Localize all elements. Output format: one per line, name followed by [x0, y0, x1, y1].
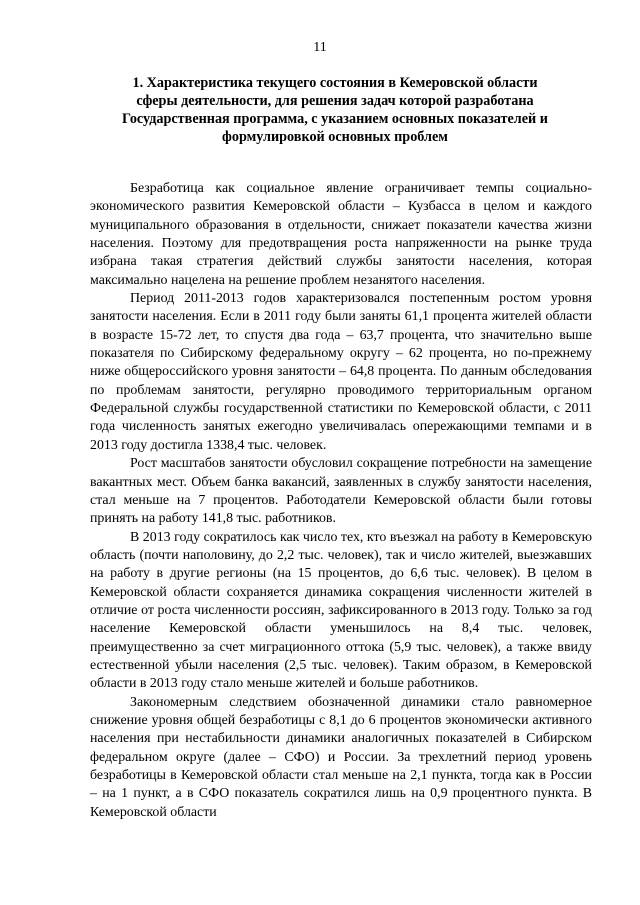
heading-line: 1. Характеристика текущего состояния в Кемеровской области: [132, 75, 538, 91]
heading-line: формулировкой основных проблем: [222, 129, 448, 145]
paragraph-unemployment-decline: Закономерным следствием обозначенной динамики стало равномерное снижение уровня общей безработицы с 8,1 до 6 процентов экономически активного населения при нестабильности динамики аналогичных показателей в Сибирском федеральном округе (далее – СФО) и России. За трехлетний период уровень безработицы в Кемеровской области стал меньше на 2,1 пункта, тогда как в России – на 1 пункт, а в СФО показатель сократился лишь на 0,9 процентного пункта. В Кемеровской области: [90, 694, 592, 820]
paragraph-migration: В 2013 году сократилось как число тех, кто въезжал на работу в Кемеровскую область (почти наполовину, до 2,2 тыс. человек), так и число жителей, выезжавших на работу в другие регионы (на 15 процентов, до 6,6 тыс. человек). В целом в Кемеровской области сохраняется динамика сокращения численности жителей в отличие от роста численности россиян, зафиксированного в 2013 году. Только за год население Кемеровской области уменьшилось на 8,4 тыс. человек, преимущественно за счет миграционного оттока (5,9 тыс. человек), а также ввиду естественной убыли населения (2,5 тыс. человек). Таким образом, в Кемеровской области в 2013 году стало меньше жителей и больше работников.: [90, 529, 592, 692]
paragraph-unemployment-intro: Безработица как социальное явление ограничивает темпы социально-экономического развития Кемеровской области – Кузбасса в целом и каждого муниципального образования в отдельности, снижает показатели качества жизни населения. Поэтому для предотвращения роста напряженности на рынке труда избрана такая стратегия действий службы занятости населения, которая максимально нацелена на решение проблем незанятого населения.: [90, 181, 592, 288]
page-number: 11: [313, 40, 327, 55]
section-heading: [100, 74, 570, 146]
body-text: [90, 180, 592, 822]
paragraph-vacancies: Рост масштабов занятости обусловил сокращение потребности на замещение вакантных мест. Объем банка вакансий, заявленных в службу занятости населения, стал меньше на 7 процентов. Работодатели Кемеровской области были готовы принять на работу 141,8 тыс. работников.: [90, 456, 592, 527]
paragraph-employment-growth: Период 2011-2013 годов характеризовался постепенным ростом уровня занятости населения. Если в 2011 году были заняты 61,1 процента жителей области в возрасте 15-72 лет, то спустя два года – 63,7 процента, что значительно выше показателя по Сибирскому федеральному округу – 62 процента, но по-прежнему ниже общероссийского уровня занятости – 64,8 процента. По данным обследования по проблемам занятости, регулярно проводимого территориальным органом Федеральной службы государственной статистики по Кемеровской области, с 2011 года численность занятых ежегодно увеличивалась опережающими темпами и в 2013 году достигла 1338,4 тыс. человек.: [90, 291, 592, 453]
heading-line: Государственная программа, с указанием основных показателей и: [122, 111, 548, 127]
heading-line: сферы деятельности, для решения задач которой разработана: [136, 93, 534, 109]
